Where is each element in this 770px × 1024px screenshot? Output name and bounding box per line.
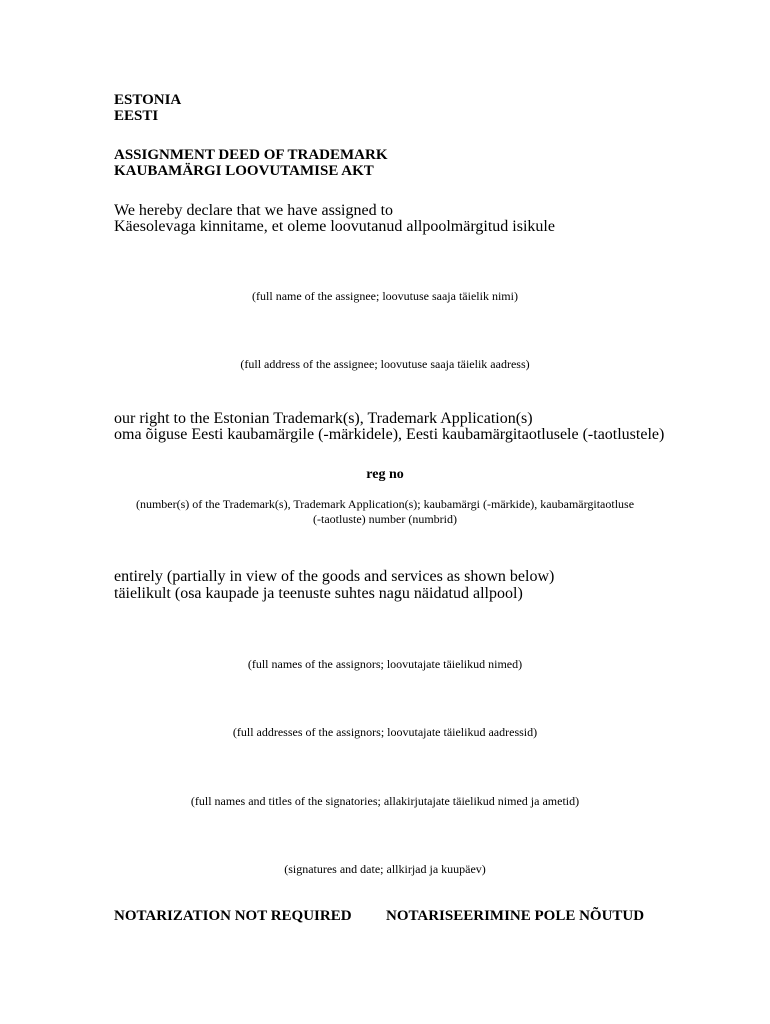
- reg-no-label: reg no: [366, 467, 404, 482]
- title-en: ASSIGNMENT DEED OF TRADEMARK: [114, 147, 388, 163]
- reg-number-caption-line2: (-taotluste) number (numbrid): [313, 512, 457, 526]
- rights-et: oma õiguse Eesti kaubamärgile (-märkidele), Eesti kaubamärgitaotlusele (-taotlustele): [114, 426, 665, 443]
- title-et: KAUBAMÄRGI LOOVUTAMISE AKT: [114, 163, 374, 179]
- signature-date-caption: (signatures and date; allkirjad ja kuupäev): [284, 862, 486, 876]
- assignee-name-caption: (full name of the assignee; loovutuse saaja täielik nimi): [252, 289, 518, 303]
- assignee-address-caption: (full address of the assignee; loovutuse saaja täielik aadress): [240, 357, 530, 371]
- notarization-en: NOTARIZATION NOT REQUIRED: [114, 908, 352, 924]
- country-et: EESTI: [114, 108, 159, 124]
- declaration-en: We hereby declare that we have assigned to: [114, 202, 394, 219]
- assignors-names-caption: (full names of the assignors; loovutajate täielikud nimed): [247, 657, 523, 671]
- scope-en: entirely (partially in view of the goods and services as shown below): [114, 568, 555, 585]
- notarization-et: NOTARISEERIMINE POLE NÕUTUD: [386, 908, 645, 924]
- country-en: ESTONIA: [114, 92, 182, 108]
- rights-en: our right to the Estonian Trademark(s), Trademark Application(s): [114, 410, 533, 427]
- assignors-addresses-caption: (full addresses of the assignors; loovutajate täielikud aadressid): [232, 725, 538, 739]
- declaration-et: Käesolevaga kinnitame, et oleme loovutanud allpoolmärgitud isikule: [114, 218, 555, 235]
- signatories-names-caption: (full names and titles of the signatories; allakirjutajate täielikud nimed ja ametid): [190, 794, 580, 808]
- scope-et: täielikult (osa kaupade ja teenuste suhtes nagu näidatud allpool): [114, 585, 523, 602]
- reg-number-caption-line1: (number(s) of the Trademark(s), Trademark Application(s); kaubamärgi (-märkide), kaubamärgitaotluse: [135, 497, 635, 511]
